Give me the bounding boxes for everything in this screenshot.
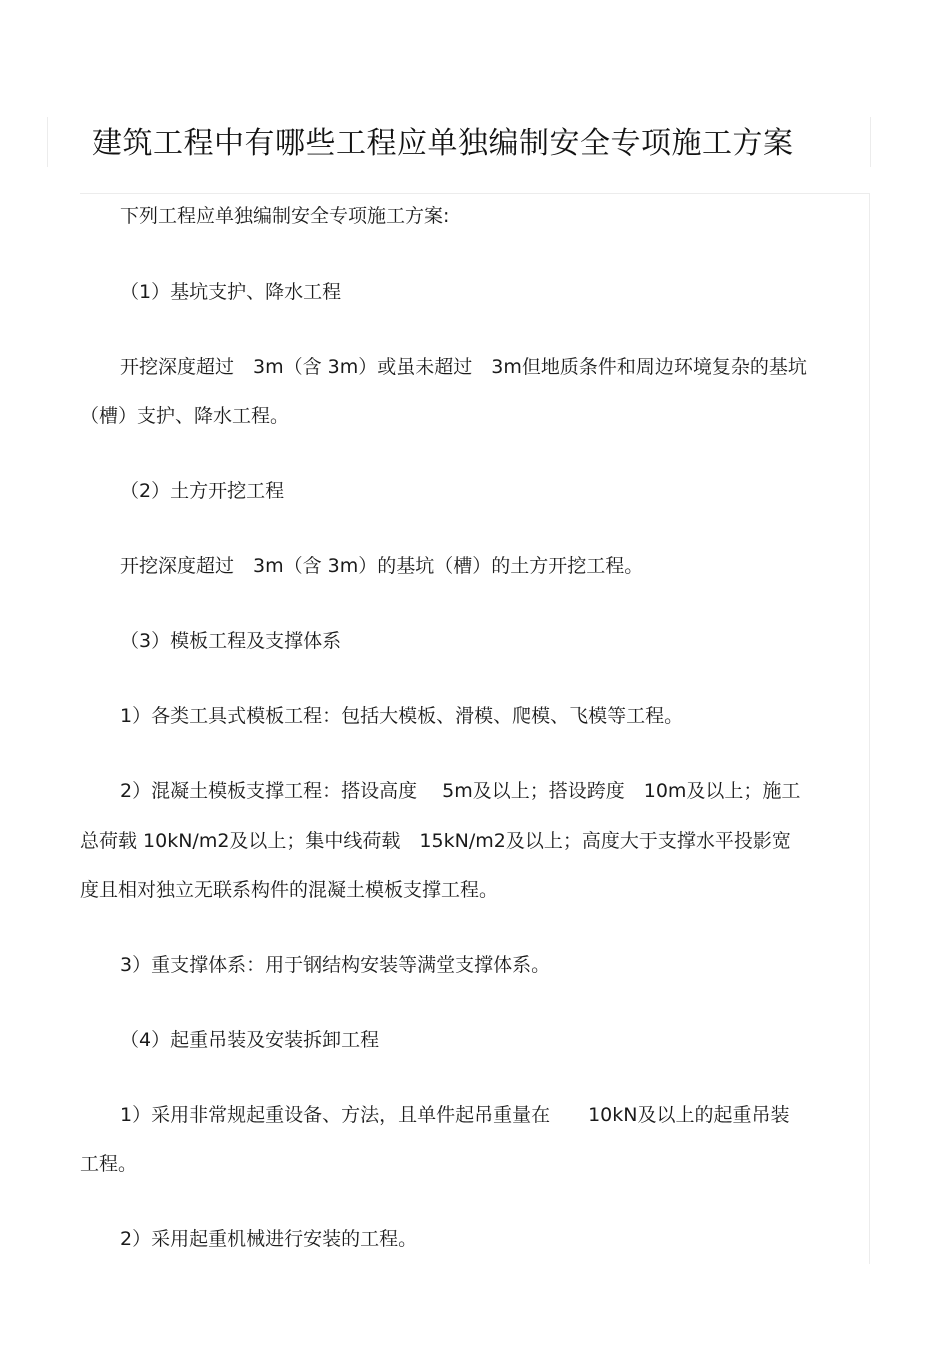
section-3-item-2-line-1: 2）混凝土模板支撑工程：搭设高度 5m及以上；搭设跨度 10m及以上；施工 bbox=[120, 780, 801, 802]
section-4-item-1-line-1: 1）采用非常规起重设备、方法，且单件起吊重量在 10kN及以上的起重吊装 bbox=[120, 1104, 790, 1126]
section-2-heading: （2）土方开挖工程 bbox=[120, 480, 285, 502]
section-3-item-1: 1）各类工具式模板工程：包括大模板、滑模、爬模、飞模等工程。 bbox=[120, 705, 684, 727]
section-4-heading: （4）起重吊装及安装拆卸工程 bbox=[120, 1029, 380, 1051]
section-3-item-2-line-2: 总荷载 10kN/m2及以上；集中线荷载 15kN/m2及以上；高度大于支撑水平投影宽 bbox=[80, 830, 791, 852]
section-3-item-2-line-3: 度且相对独立无联系构件的混凝土模板支撑工程。 bbox=[80, 879, 499, 901]
section-1-text-line-2: （槽）支护、降水工程。 bbox=[80, 405, 290, 427]
section-1-heading: （1）基坑支护、降水工程 bbox=[120, 281, 342, 303]
section-3-item-3: 3）重支撑体系：用于钢结构安装等满堂支撑体系。 bbox=[120, 954, 551, 976]
section-2-text: 开挖深度超过 3m（含 3m）的基坑（槽）的土方开挖工程。 bbox=[120, 555, 644, 577]
section-4-item-2: 2）采用起重机械进行安装的工程。 bbox=[120, 1228, 418, 1250]
document-title: 建筑工程中有哪些工程应单独编制安全专项施工方案 bbox=[92, 126, 794, 161]
section-3-heading: （3）模板工程及支撑体系 bbox=[120, 630, 342, 652]
section-1-text-line-1: 开挖深度超过 3m（含 3m）或虽未超过 3m但地质条件和周边环境复杂的基坑 bbox=[120, 356, 807, 378]
section-4-item-1-line-2: 工程。 bbox=[80, 1153, 138, 1175]
intro-line: 下列工程应单独编制安全专项施工方案: bbox=[120, 205, 450, 227]
